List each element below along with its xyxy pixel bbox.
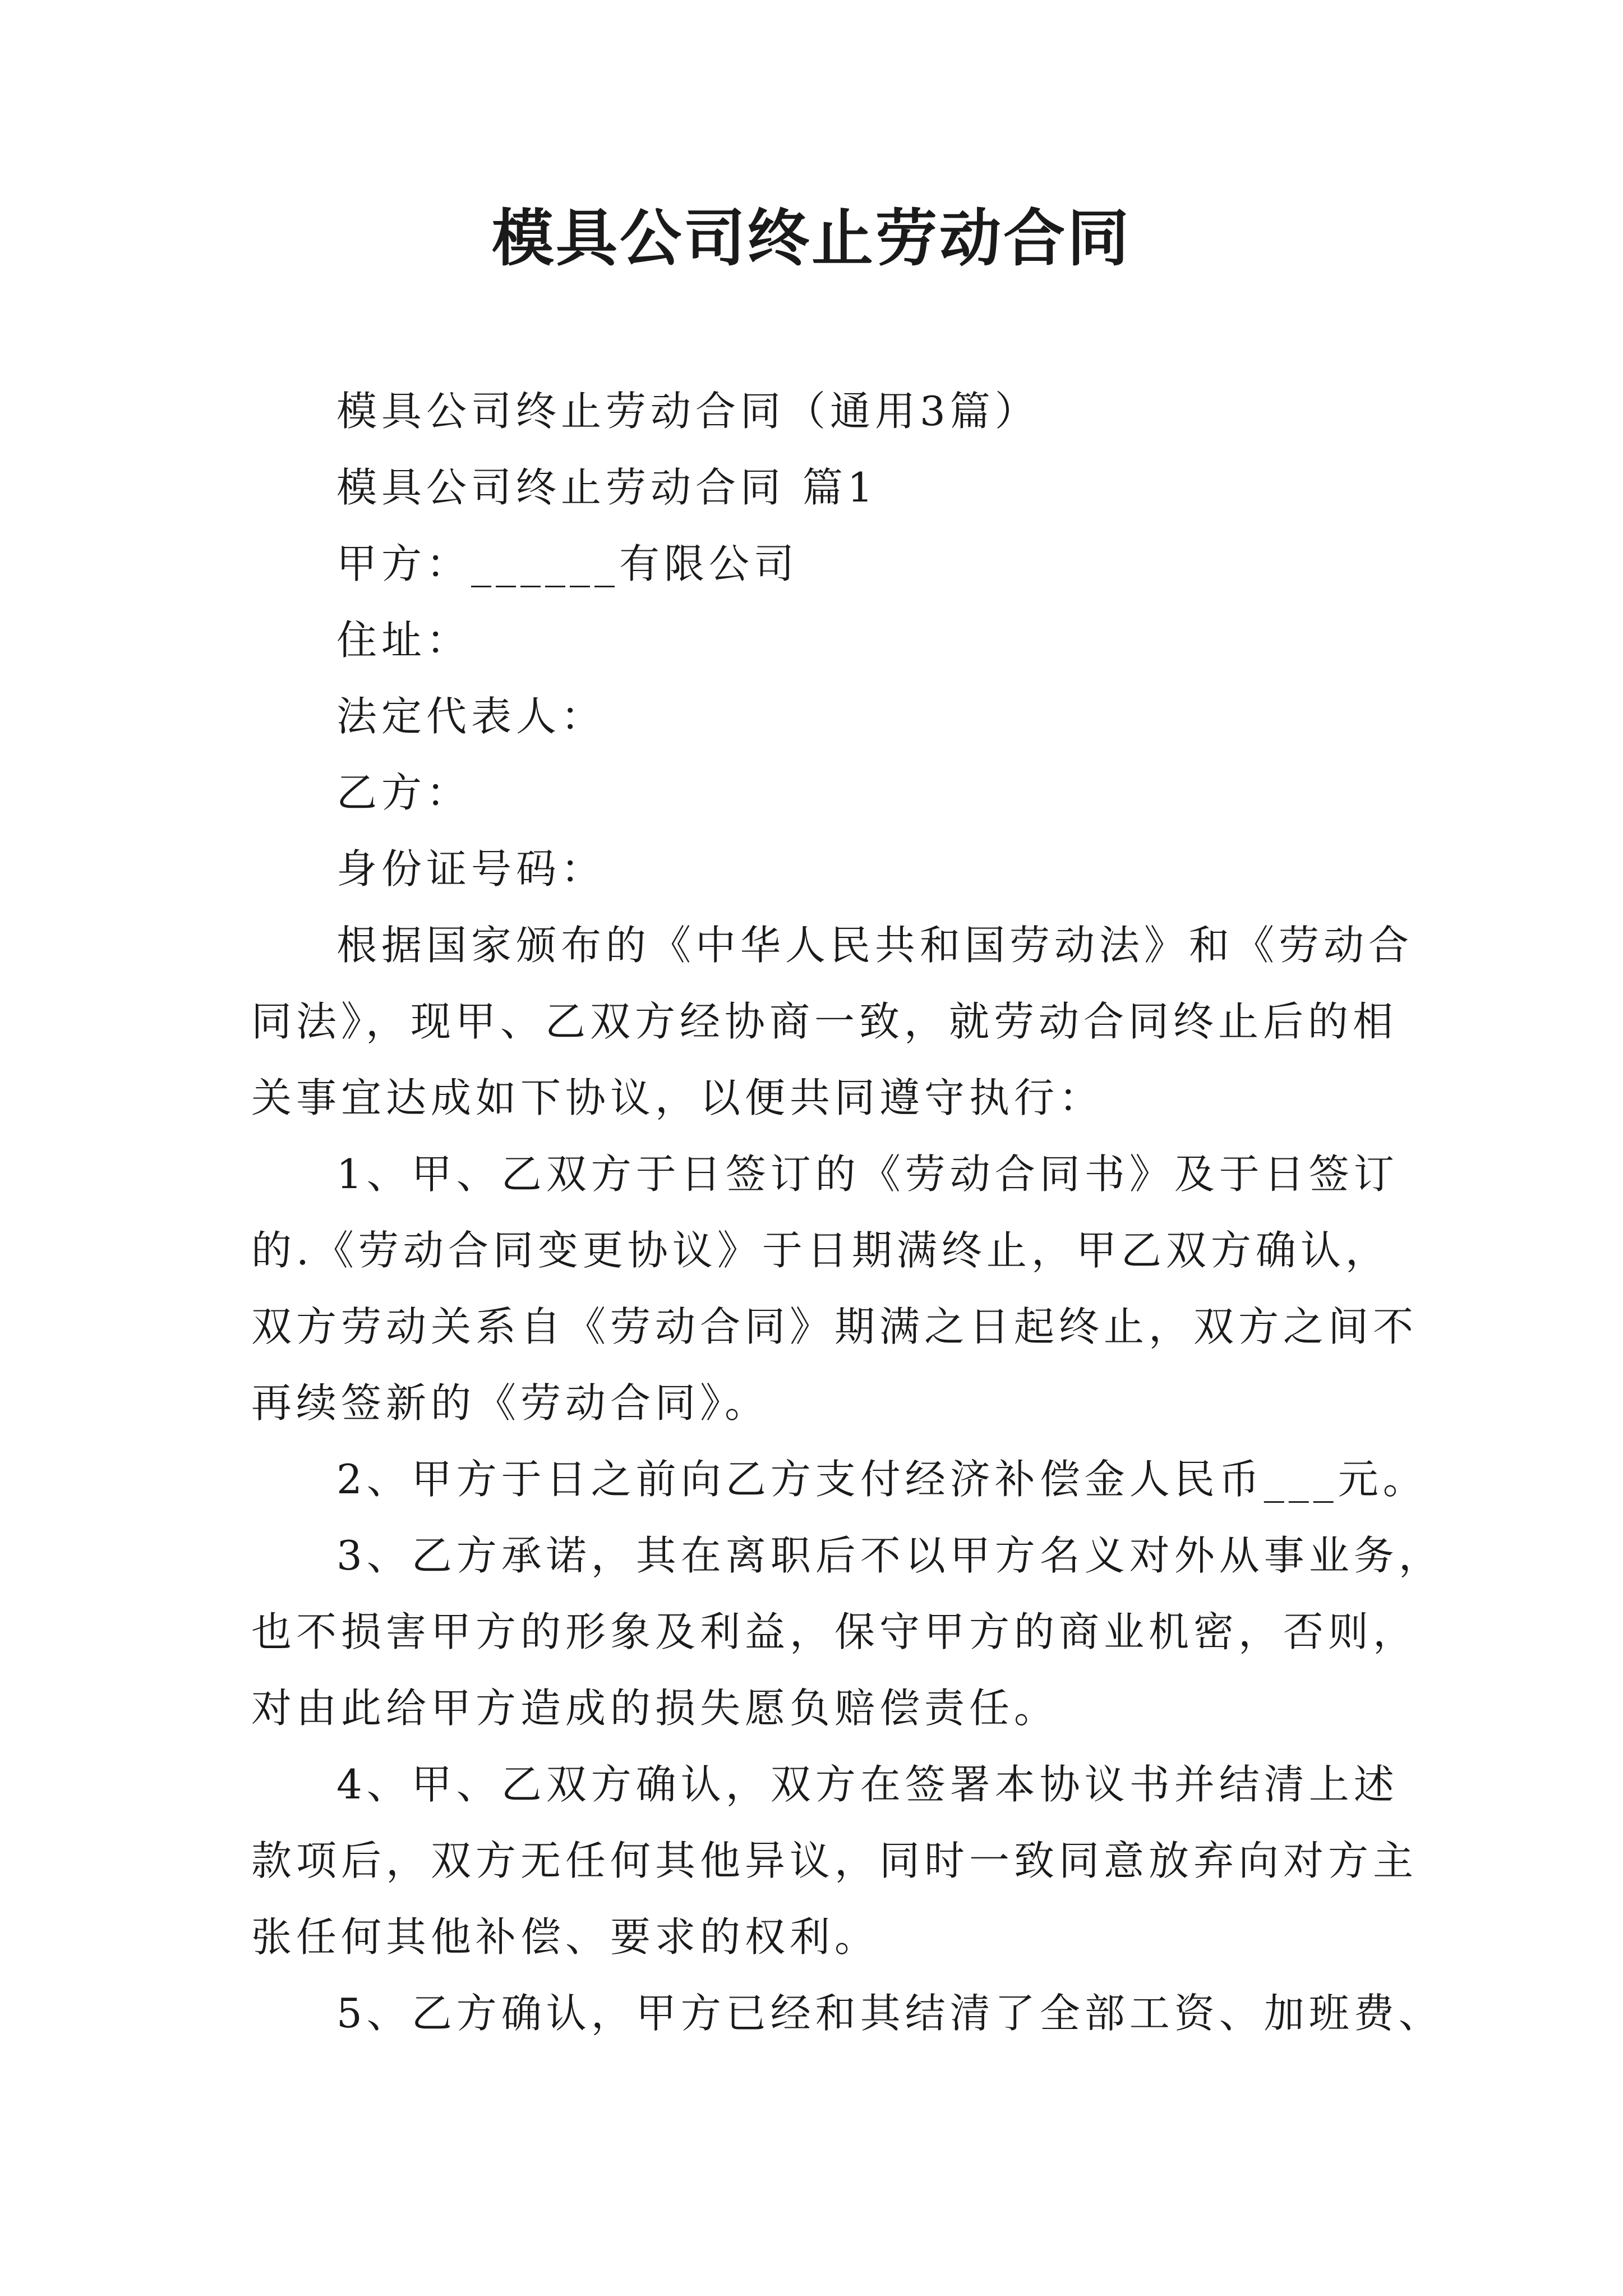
text-line: 法定代表人： — [336, 693, 606, 740]
text-line: 1、甲、乙双方于日签订的《劳动合同书》及于日签订 — [336, 1151, 1399, 1198]
text-line: 款项后，双方无任何其他异议，同时一致同意放弃向对方主 — [251, 1837, 1418, 1884]
document-title: 模具公司终止劳动合同 — [492, 202, 1131, 274]
text-line: 身份证号码： — [336, 845, 606, 892]
text-line: 乙方： — [336, 769, 472, 816]
text-line: 根据国家颁布的《中华人民共和国劳动法》和《劳动合 — [336, 922, 1414, 969]
text-line: 甲方：______有限公司 — [336, 540, 799, 587]
text-line: 关事宜达成如下协议，以便共同遵守执行： — [251, 1074, 1104, 1121]
text-line: 模具公司终止劳动合同（通用3篇） — [336, 388, 1040, 435]
text-line: 同法》，现甲、乙双方经协商一致，就劳动合同终止后的相 — [251, 998, 1398, 1045]
document-body — [251, 373, 1444, 2051]
text-line: 住址： — [336, 616, 472, 664]
text-line: 模具公司终止劳动合同 篇1 — [336, 464, 878, 511]
text-line: 对由此给甲方造成的损失愿负赔偿责任。 — [251, 1685, 1059, 1732]
text-line: 再续签新的《劳动合同》。 — [251, 1379, 770, 1427]
text-line: 5、乙方确认，甲方已经和其结清了全部工资、加班费、 — [336, 1990, 1444, 2037]
text-line: 双方劳动关系自《劳动合同》期满之日起终止，双方之间不 — [251, 1303, 1418, 1350]
text-line: 张任何其他补偿、要求的权利。 — [251, 1913, 880, 1961]
text-line: 2、甲方于日之前向乙方支付经济补偿金人民币___元。 — [336, 1456, 1428, 1503]
text-line: 3、乙方承诺，其在离职后不以甲方名义对外从事业务， — [336, 1532, 1444, 1579]
text-line: 4、甲、乙双方确认，双方在签署本协议书并结清上述 — [336, 1761, 1399, 1808]
text-line: 的.《劳动合同变更协议》于日期满终止，甲乙双方确认， — [251, 1227, 1390, 1274]
text-line: 也不损害甲方的形象及利益，保守甲方的商业机密，否则， — [251, 1608, 1418, 1655]
